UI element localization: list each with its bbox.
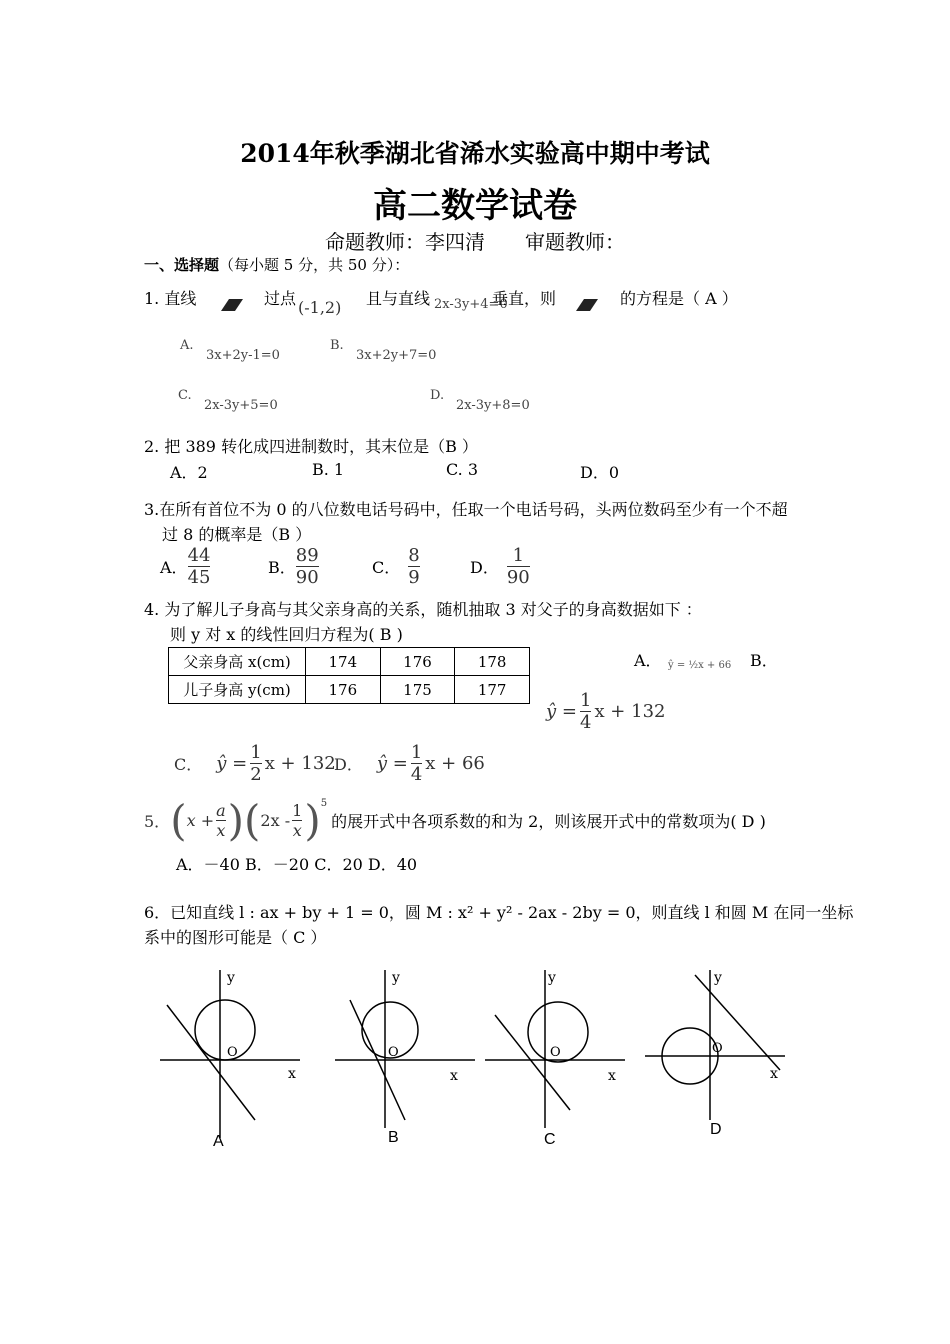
q3-option-a-fraction: [188, 545, 211, 588]
axis-x-label: x: [608, 1068, 616, 1084]
fraction-numerator: 89: [295, 545, 319, 566]
fraction-denominator: 4: [579, 712, 592, 733]
q4-option-d: [334, 742, 485, 785]
fraction-numerator: 1: [250, 742, 262, 763]
q4-option-c-fraction: [250, 742, 261, 785]
fraction-denominator: x: [292, 821, 302, 840]
paren-right: ): [227, 796, 245, 845]
q2-option-b: B. 1: [312, 460, 345, 479]
line-symbol-icon: [574, 297, 600, 313]
q1-part3: 且与直线: [366, 289, 431, 308]
fraction-denominator: 90: [506, 567, 530, 588]
q1-part5: 的方程是（ A ）: [620, 289, 738, 308]
table-row: [169, 676, 530, 704]
graph-label: C: [544, 1131, 556, 1148]
q2-stem: 2. 把 389 转化成四进制数时，其末位是（B ）: [144, 437, 478, 456]
graph-label: B: [388, 1129, 399, 1146]
q4-option-b-fraction: [580, 690, 591, 733]
graph-c: [480, 960, 630, 1150]
fraction-denominator: x: [216, 821, 226, 840]
exam-title: 2014年秋季湖北省浠水实验高中期中考试: [240, 139, 710, 168]
q2-option-a: A．2: [170, 463, 208, 482]
q5-expr-a: x +: [186, 811, 215, 830]
origin-label: O: [712, 1041, 723, 1056]
graph-d: [640, 960, 790, 1150]
q3-option-c-label: C．: [372, 558, 401, 577]
q1-point: (-1,2): [298, 298, 342, 317]
q1-option-c-eq: 2x-3y+5=0: [204, 398, 278, 413]
fraction-denominator: 4: [410, 764, 423, 785]
q5-fraction-b: [292, 801, 302, 840]
q3-option-c: [372, 545, 420, 588]
table-cell: 174: [306, 648, 381, 676]
q3-option-d-label: D．: [470, 558, 499, 577]
fraction-numerator: 8: [408, 545, 420, 566]
q1-option-b-eq: 3x+2y+7=0: [356, 348, 437, 363]
fraction-numerator: 1: [579, 690, 592, 711]
q5-expression: [144, 796, 766, 845]
teachers-line: 命题教师：李四清 审题教师：: [325, 230, 625, 254]
fraction-numerator: 1: [292, 801, 303, 820]
q4-option-b: [546, 690, 665, 733]
q1-option-a-eq: 3x+2y-1=0: [206, 348, 280, 363]
fraction-numerator: 1: [410, 742, 423, 763]
eq-lhs: ŷ =: [376, 753, 408, 774]
q1-option-d-label: D.: [430, 388, 445, 403]
q1-option-d-eq: 2x-3y+8=0: [456, 398, 530, 413]
q4-option-a-label: A．: [634, 651, 662, 670]
fraction-numerator: 1: [512, 545, 525, 566]
q4-stem-line2: 则 y 对 x 的线性回归方程为( B ): [170, 625, 403, 644]
origin-label: O: [550, 1045, 561, 1060]
q3-stem-line1: 3.在所有首位不为 0 的八位数电话号码中，任取一个电话号码，头两位数码至少有一个不超: [144, 500, 788, 519]
q2-option-c: C. 3: [446, 460, 479, 479]
eq-rest: x + 132: [594, 701, 666, 722]
q6-stem-line1: 6．已知直线 l : ax + by + 1 = 0，圆 M : x² + y² - 2ax - 2by = 0，则直线 l 和圆 M 在同一坐标: [144, 903, 854, 922]
q1-part4: 垂直，则: [492, 289, 557, 308]
q4-option-d-label: D．: [334, 755, 363, 774]
q1-part1: 1. 直线: [144, 289, 197, 308]
q3-option-b-label: B．: [268, 558, 296, 577]
q4-option-d-fraction: [411, 742, 422, 785]
table-cell: 177: [455, 676, 530, 704]
q4-option-c: [174, 742, 336, 785]
q4-stem-line1: 4. 为了解儿子身高与其父亲身高的关系，随机抽取 3 对父子的身高数据如下 ：: [144, 600, 702, 619]
graph-b: [330, 960, 480, 1150]
q3-option-b-fraction: [296, 545, 319, 588]
q4-option-c-label: C．: [174, 755, 203, 774]
graph-a: [155, 960, 305, 1150]
paren-left: (: [170, 796, 187, 845]
q3-option-d-fraction: [507, 545, 530, 588]
height-data-table: [168, 647, 530, 704]
table-cell: 176: [380, 648, 455, 676]
section-heading: [144, 254, 409, 275]
paren-left: (: [244, 796, 261, 845]
exam-subtitle: 高二数学试卷: [373, 186, 577, 226]
axis-y-label: y: [714, 970, 722, 986]
q3-option-b: [268, 545, 319, 588]
table-cell: 儿子身高 y(cm): [169, 676, 306, 704]
origin-label: O: [227, 1045, 238, 1060]
q5-expr-b: 2x -: [260, 811, 291, 830]
table-cell: 175: [380, 676, 455, 704]
graph-label: A: [213, 1133, 224, 1150]
q5-number: 5．: [144, 812, 171, 831]
paren-right: ): [304, 796, 321, 845]
q3-option-c-fraction: [408, 545, 419, 588]
table-cell: 父亲身高 x(cm): [169, 648, 306, 676]
q3-option-a: [160, 545, 210, 588]
fraction-denominator: 9: [408, 567, 420, 588]
table-cell: 178: [455, 648, 530, 676]
section-heading-rest: （每小题 5 分，共 50 分）：: [219, 256, 410, 274]
q5-stem: 的展开式中各项系数的和为 2，则该展开式中的常数项为( D ): [331, 812, 766, 831]
table-cell: 176: [306, 676, 381, 704]
axis-y-label: y: [392, 970, 400, 986]
eq-lhs: ŷ =: [546, 701, 577, 722]
section-heading-bold: 一、选择题: [144, 256, 220, 274]
q6-stem-line2: 系中的图形可能是（ C ）: [144, 928, 327, 947]
q3-option-a-label: A．: [160, 558, 188, 577]
fraction-denominator: 2: [250, 764, 262, 785]
axis-x-label: x: [770, 1066, 778, 1082]
q1-option-c-label: C.: [178, 388, 192, 403]
fraction-denominator: 45: [187, 567, 211, 588]
q3-option-d: [470, 545, 530, 588]
q5-fraction-a: [216, 801, 226, 840]
q2-option-d: D．0: [580, 463, 620, 482]
origin-label: O: [388, 1045, 399, 1060]
fraction-numerator: 44: [187, 545, 211, 566]
q1-option-a-label: A.: [180, 338, 194, 353]
q1-part2: 过点: [264, 289, 297, 308]
q5-options: A．－40 B．－20 C．20 D．40: [176, 855, 418, 874]
fraction-denominator: 90: [295, 567, 319, 588]
line-symbol-icon: [219, 297, 245, 313]
fraction-numerator: a: [216, 801, 226, 820]
eq-rest: x + 66: [425, 753, 485, 774]
q4-option-b-label: B．: [750, 651, 778, 670]
q1-equation: 2x-3y+4=0: [434, 297, 508, 312]
eq-rest: x + 132: [264, 753, 336, 774]
q4-option-a-eq: ŷ = ½x + 66: [668, 660, 732, 671]
axis-x-label: x: [288, 1066, 296, 1082]
graph-label: D: [710, 1121, 722, 1138]
axis-y-label: y: [548, 970, 556, 986]
axis-x-label: x: [450, 1068, 458, 1084]
q5-power: 5: [320, 798, 328, 809]
axis-y-label: y: [227, 970, 235, 986]
eq-lhs: ŷ =: [216, 753, 248, 774]
q1-option-b-label: B.: [330, 338, 344, 353]
table-row: [169, 648, 530, 676]
q3-stem-line2: 过 8 的概率是（B ）: [162, 525, 312, 544]
